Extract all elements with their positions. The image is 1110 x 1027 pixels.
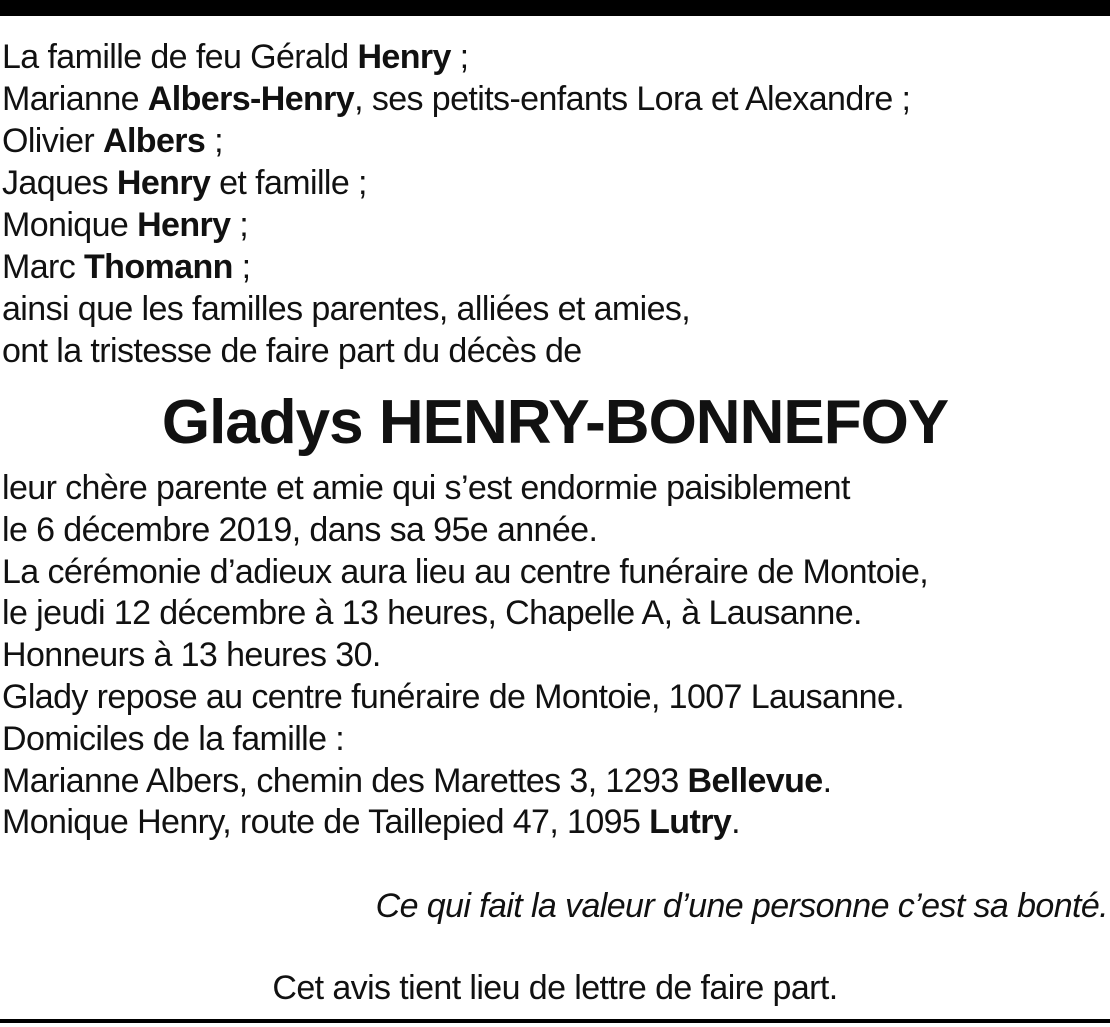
bottom-border-rule [0,1019,1110,1023]
line-text: ; [450,38,469,76]
surname: Albers-Henry [147,80,355,118]
line-text: La famille de feu Gérald [2,38,358,76]
family-line [2,204,1102,246]
line-text: , ses petits-enfants Lora et Alexandre ; [354,80,911,118]
family-line [2,162,1102,204]
family-line [2,36,1102,78]
detail-line [2,761,1102,803]
detail-line [2,719,1102,761]
family-announcement [2,36,1102,372]
line-text: Honneurs à 13 heures 30. [2,636,381,675]
line-text: et famille ; [210,164,367,202]
line-text: le jeudi 12 décembre à 13 heures, Chapelle A, à Lausanne. [2,594,862,633]
deceased-name: Gladys HENRY-BONNEFOY [161,388,949,457]
surname: Albers [103,122,206,160]
surname: Henry [357,38,451,76]
line-text: ainsi que les familles parentes, alliées et amies, [2,290,691,328]
surname: Henry [137,206,231,244]
family-line [2,120,1102,162]
line-text: Monique Henry, route de Taillepied 47, 1095 [2,803,650,842]
line-text: Jaques [2,164,117,202]
line-text: le 6 décembre 2019, dans sa 95e année. [2,510,598,549]
detail-line [2,802,1102,844]
line-text: Monique [2,206,138,244]
closing-notice: Cet avis tient lieu de lettre de faire part. [272,969,838,1007]
line-text: La cérémonie d’adieux aura lieu au centre funéraire de Montoie, [2,552,929,591]
line-text: . [731,803,741,842]
detail-line [2,635,1102,677]
town-name: Lutry [649,803,732,842]
line-text: leur chère parente et amie qui s’est endormie paisiblement [2,469,850,507]
line-text: ; [205,122,223,160]
ceremony-details [2,468,1102,844]
town-name: Bellevue [687,761,823,800]
detail-line [2,677,1102,719]
line-text: Marianne Albers, chemin des Marettes 3, 1293 [2,761,688,800]
detail-line [2,552,1102,594]
line-text: ; [232,248,251,286]
line-text: Marianne [2,80,148,118]
family-line [2,288,1102,330]
line-text: Domiciles de la famille : [2,719,345,758]
surname: Thomann [84,248,233,286]
line-text: . [822,761,832,800]
surname: Henry [116,164,211,202]
family-line [2,330,1102,372]
memorial-quote: Ce qui fait la valeur d’une personne c’est sa bonté. [375,887,1108,925]
top-border-rule [0,0,1110,16]
line-text: ont la tristesse de faire part du décès de [2,332,582,370]
line-text: ; [230,206,249,244]
line-text: Glady repose au centre funéraire de Montoie, 1007 Lausanne. [2,677,905,716]
detail-line [2,468,1102,510]
line-text: Olivier [2,122,103,160]
detail-line [2,593,1102,635]
line-text: Marc [2,248,85,286]
detail-line [2,510,1102,552]
family-line [2,78,1102,120]
family-line [2,246,1102,288]
